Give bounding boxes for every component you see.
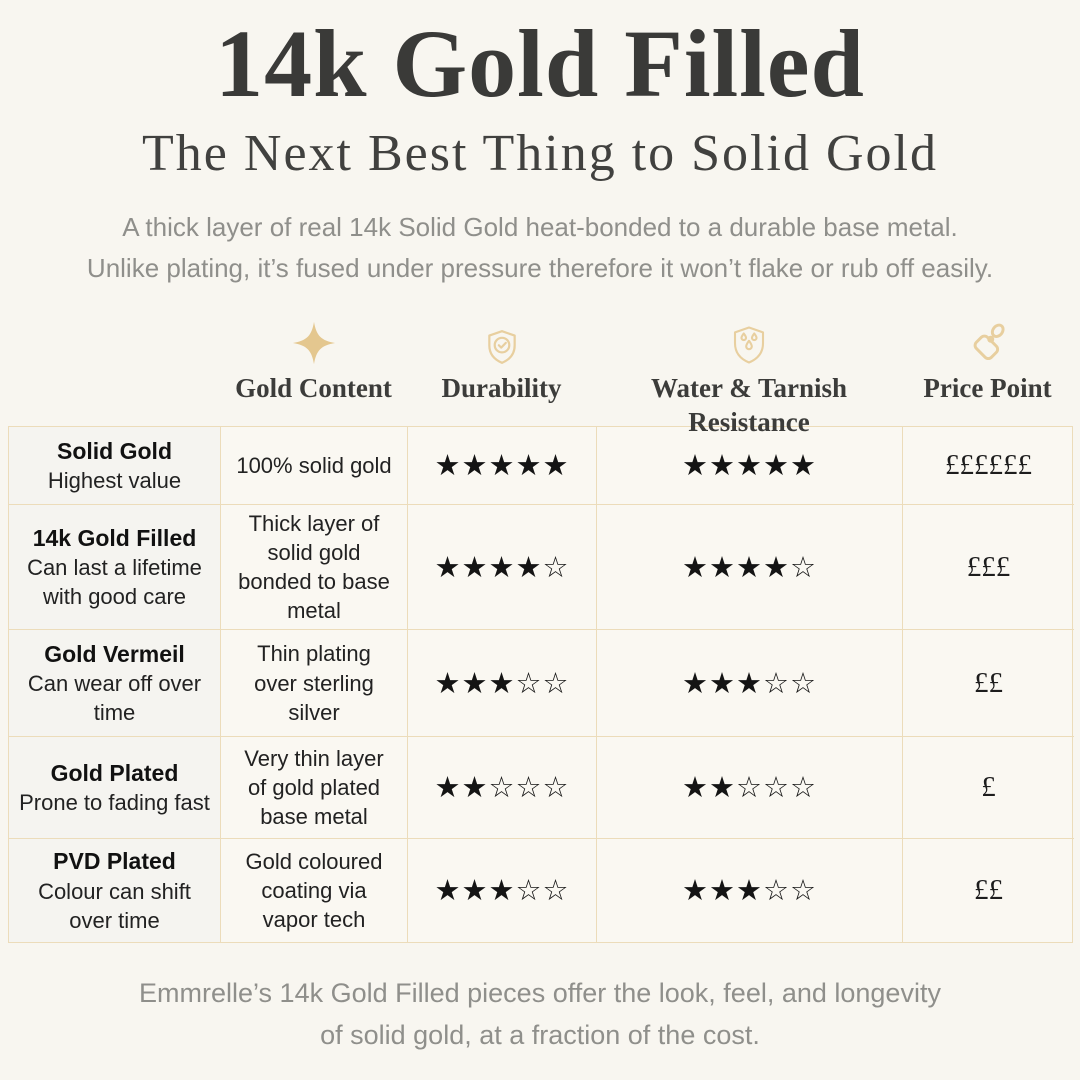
durability-stars-cell: ★★★☆☆ [408,630,597,737]
price-point-cell: ££ [974,874,1003,907]
metal-name: 14k Gold Filled [32,524,197,551]
price-point-cell: ££££££ [903,427,1074,505]
metal-name: Solid Gold [57,437,172,464]
durability-stars-cell: ★★★★☆ [408,505,597,630]
water-tarnish-stars-cell: ★★★★☆ [597,505,903,630]
header-gold-content [220,320,407,440]
metal-note: Colour can shift over time [38,878,191,933]
description-line-2: Unlike plating, it’s fused under pressure therefore it won’t flake or rub off easily. [86,253,994,284]
description-line-1: A thick layer of real 14k Solid Gold heat-bonded to a durable base metal. [122,211,958,242]
description [40,207,1040,290]
header-label-durability: Durability [441,373,562,404]
water-tarnish-stars-cell: ★★★☆☆ [597,630,903,737]
footer-line-2: of solid gold, at a fraction of the cost. [320,1019,760,1050]
footer-text [50,973,1030,1057]
header-durability [407,320,596,440]
durability-stars-cell: ★★★★★ [408,427,597,505]
shield-drops-icon [728,320,770,368]
header-label-price-point: Price Point [923,373,1052,404]
page-title: 14k Gold Filled [215,10,865,117]
shield-check-icon [483,320,521,368]
price-point-cell: £ [903,737,1074,839]
sparkle-icon [291,320,337,368]
table-body [8,426,1073,943]
metal-note: Can wear off over time [27,671,202,726]
durability-stars-cell: ★★★☆☆ [408,839,597,942]
water-tarnish-stars-cell: ★★☆☆☆ [597,737,903,839]
metal-name: Gold Vermeil [44,640,185,667]
comparison-table [8,320,1073,943]
footer-line-1: Emmrelle’s 14k Gold Filled pieces offer the look, feel, and longevity [139,978,941,1009]
header-spacer-cell [8,320,220,440]
metal-name: PVD Plated [53,848,176,875]
metal-type-cell [9,505,221,630]
water-tarnish-stars-cell: ★★★☆☆ [597,839,903,942]
header-water-tarnish [596,320,902,440]
metal-type-cell [9,630,221,737]
table-header-row [8,320,1073,437]
price-point-cell: ££ [903,630,1074,737]
metal-type-cell [9,427,221,505]
price-tag-icon [966,320,1010,368]
header-label-gold-content: Gold Content [235,373,392,404]
gold-content-cell: Very thin layer of gold plated base metal [221,737,408,839]
metal-note: Prone to fading fast [19,790,210,816]
durability-stars-cell: ★★☆☆☆ [408,737,597,839]
metal-name: Gold Plated [50,759,179,786]
price-point-cell: £££ [903,505,1074,630]
gold-content-cell: Thin plating over sterling silver [221,630,408,737]
gold-content-cell: Gold coloured coating via vapor tech [221,839,408,942]
header-label-water-tarnish: Water & Tarnish Resistance [650,373,848,437]
gold-content-cell: 100% solid gold [221,427,408,505]
water-tarnish-stars-cell: ★★★★★ [597,427,903,505]
metal-type-cell [9,839,221,942]
metal-type-cell [9,737,221,839]
metal-note: Can last a lifetime with good care [27,555,202,610]
page-subtitle: The Next Best Thing to Solid Gold [142,124,938,182]
gold-content-cell: Thick layer of solid gold bonded to base metal [221,505,408,630]
metal-note: Highest value [47,468,182,494]
header-price-point [902,320,1073,440]
